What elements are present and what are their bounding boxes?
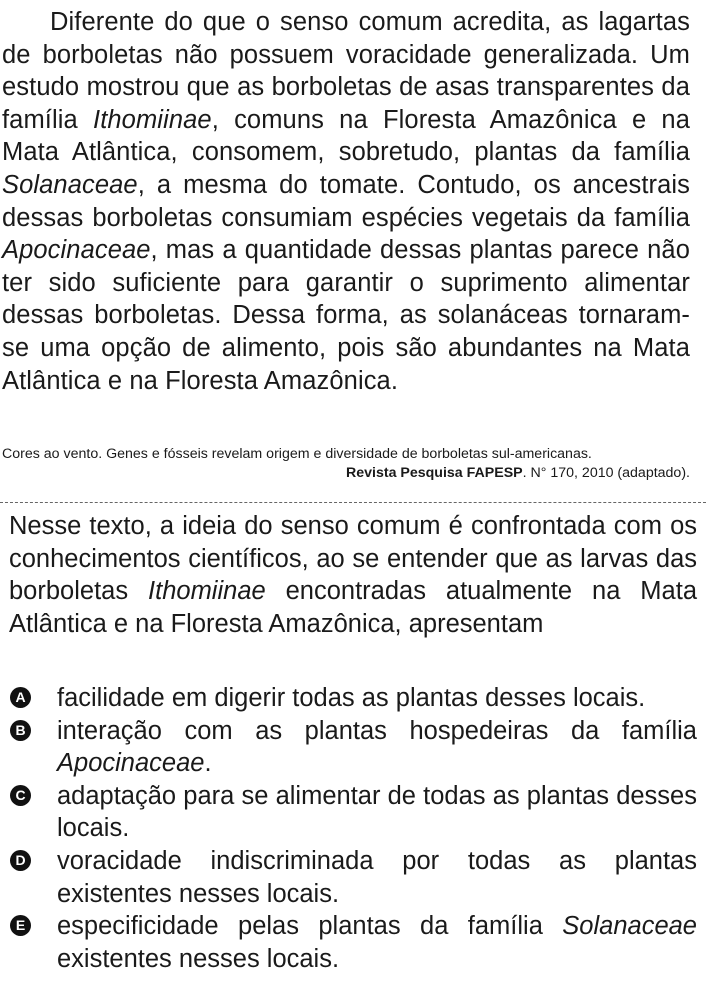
taxon-name: Ithomiinae <box>148 577 266 606</box>
citation-publication-line <box>2 464 690 483</box>
passage-paragraph <box>2 6 690 397</box>
option-text: especificidade pelas plantas da família <box>57 912 563 941</box>
question-paragraph <box>9 510 697 640</box>
option-text: voracidade indiscriminada por todas as plantas existentes nesses locais. <box>57 847 697 908</box>
option-d-text <box>57 845 697 910</box>
taxon-name: Solanaceae <box>2 170 138 199</box>
option-a-text <box>57 682 697 715</box>
question-text: Nesse texto, a ideia do senso comum é confrontada com os conhecimentos científicos, ao se entender que as larvas das borboletas <box>9 512 697 606</box>
passage-text: , a mesma do tomate. Contudo, os ancestrais dessas borboletas consumiam espécies vegetais da família <box>2 170 690 232</box>
option-b-text <box>57 715 697 780</box>
dashed-divider <box>0 502 706 503</box>
taxon-name: Solanaceae <box>562 912 697 941</box>
publication-name: Revista Pesquisa FAPESP <box>345 465 523 481</box>
option-text: adaptação para se alimentar de todas as plantas desses locais. <box>57 781 697 843</box>
option-c-badge: C <box>10 785 31 806</box>
option-b-badge: B <box>10 720 31 741</box>
passage-text: , comuns na Floresta Amazônica e na Mata Atlântica, consomem, sobretudo, plantas da família <box>2 105 691 167</box>
option-a-badge: A <box>10 687 31 708</box>
option-text: . <box>204 749 212 778</box>
option-text: facilidade em digerir todas as plantas desses locais. <box>57 684 646 712</box>
reading-passage <box>2 6 690 397</box>
passage-text: , mas a quantidade dessas plantas parece não ter sido suficiente para garantir o suprimento alimentar dessas borboletas. Dessa forma, as solanáceas tornaram-se uma opção de alimento, pois são abundantes na Mata Atlântica e na Floresta Amazônica. <box>2 236 690 395</box>
question-stem <box>9 510 697 640</box>
option-e-text <box>57 910 697 975</box>
option-d-badge: D <box>10 850 31 871</box>
taxon-name: Ithomiinae <box>93 105 212 134</box>
passage-text: Diferente do que o senso comum acredita, as lagartas de borboletas não possuem voracidade generalizada. Um estudo mostrou que as borboletas de asas transparentes da família <box>2 8 690 134</box>
citation-title: Cores ao vento. Genes e fósseis revelam origem e diversidade de borboletas sul-americanas. <box>2 446 592 462</box>
option-text: interação com as plantas hospedeiras da família <box>57 716 697 745</box>
option-e-badge: E <box>10 915 31 936</box>
question-text: encontradas atualmente na Mata Atlântica e na Floresta Amazônica, apresentam <box>9 577 697 638</box>
taxon-name: Apocinaceae <box>2 236 151 265</box>
source-citation <box>2 445 690 483</box>
option-c-text <box>57 780 697 845</box>
taxon-name: Apocinaceae <box>57 749 205 778</box>
option-text: existentes nesses locais. <box>57 944 340 973</box>
publication-details: . N° 170, 2010 (adaptado). <box>522 465 690 481</box>
